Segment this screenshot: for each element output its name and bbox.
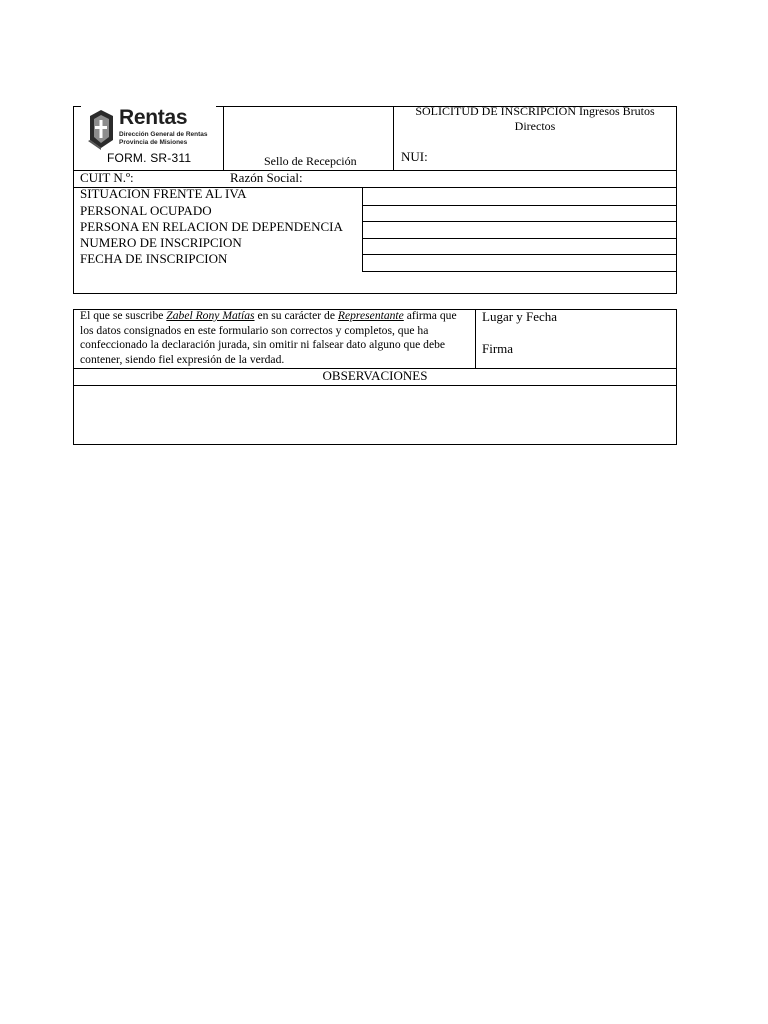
divider-logo [223, 106, 224, 170]
fecha-value-field[interactable] [363, 255, 676, 271]
field-label-numero: NUMERO DE INSCRIPCION [80, 235, 242, 250]
declaration-prefix: El que se suscribe [80, 309, 164, 322]
border-left [73, 106, 74, 294]
value-row-5 [362, 271, 677, 272]
divider-title [393, 106, 394, 170]
form-title-line-2: Directos [514, 119, 556, 133]
decl-border-bottom [73, 444, 677, 445]
declaration-middle: en su carácter de [257, 309, 335, 322]
logo-line-2: Provincia de Misiones [119, 139, 188, 146]
stamp-label: Sello de Recepción [264, 154, 357, 168]
signer-role: Representante [337, 309, 404, 322]
dependencia-value-field[interactable] [363, 222, 676, 238]
observations-title: OBSERVACIONES [322, 368, 428, 383]
cuit-label: CUIT N.º: [80, 170, 134, 185]
field-label-dependencia: PERSONA EN RELACION DE DEPENDENCIA [80, 219, 343, 234]
decl-divider-vertical [475, 309, 476, 369]
rentas-emblem-icon [87, 110, 115, 150]
declaration-text [80, 309, 472, 367]
observations-field[interactable] [74, 386, 676, 444]
field-label-fecha: FECHA DE INSCRIPCION [80, 251, 228, 266]
field-label-iva: SITUACION FRENTE AL IVA [80, 186, 247, 201]
rentas-logo [81, 104, 216, 166]
divider-header [73, 170, 677, 171]
place-date-label: Lugar y Fecha [482, 309, 558, 324]
razon-social-label: Razón Social: [230, 170, 303, 185]
nui-label: NUI: [401, 149, 428, 164]
border-bottom [73, 293, 677, 294]
signer-name: Zabel Rony Matías [166, 309, 255, 322]
iva-value-field[interactable] [363, 188, 676, 205]
numero-value-field[interactable] [363, 239, 676, 254]
logo-line-1: Dirección General de Rentas [119, 131, 208, 138]
form-title-line-1: SOLICITUD DE INSCRIPCION Ingresos Brutos [415, 104, 655, 118]
field-label-personal: PERSONAL OCUPADO [80, 203, 212, 218]
border-right [676, 106, 677, 294]
signature-label: Firma [482, 341, 514, 356]
declaration-suffix: afirma que los datos consignados en este formulario son correctos y completos, que ha confeccionado la declaración jurada, sin omitir ni falsear dato alguno que debe contener, siendo fiel expresión de la verdad. [80, 309, 457, 366]
logo-brand: Rentas [119, 106, 188, 129]
form-code: FORM. SR-311 [107, 151, 192, 165]
personal-value-field[interactable] [363, 206, 676, 221]
